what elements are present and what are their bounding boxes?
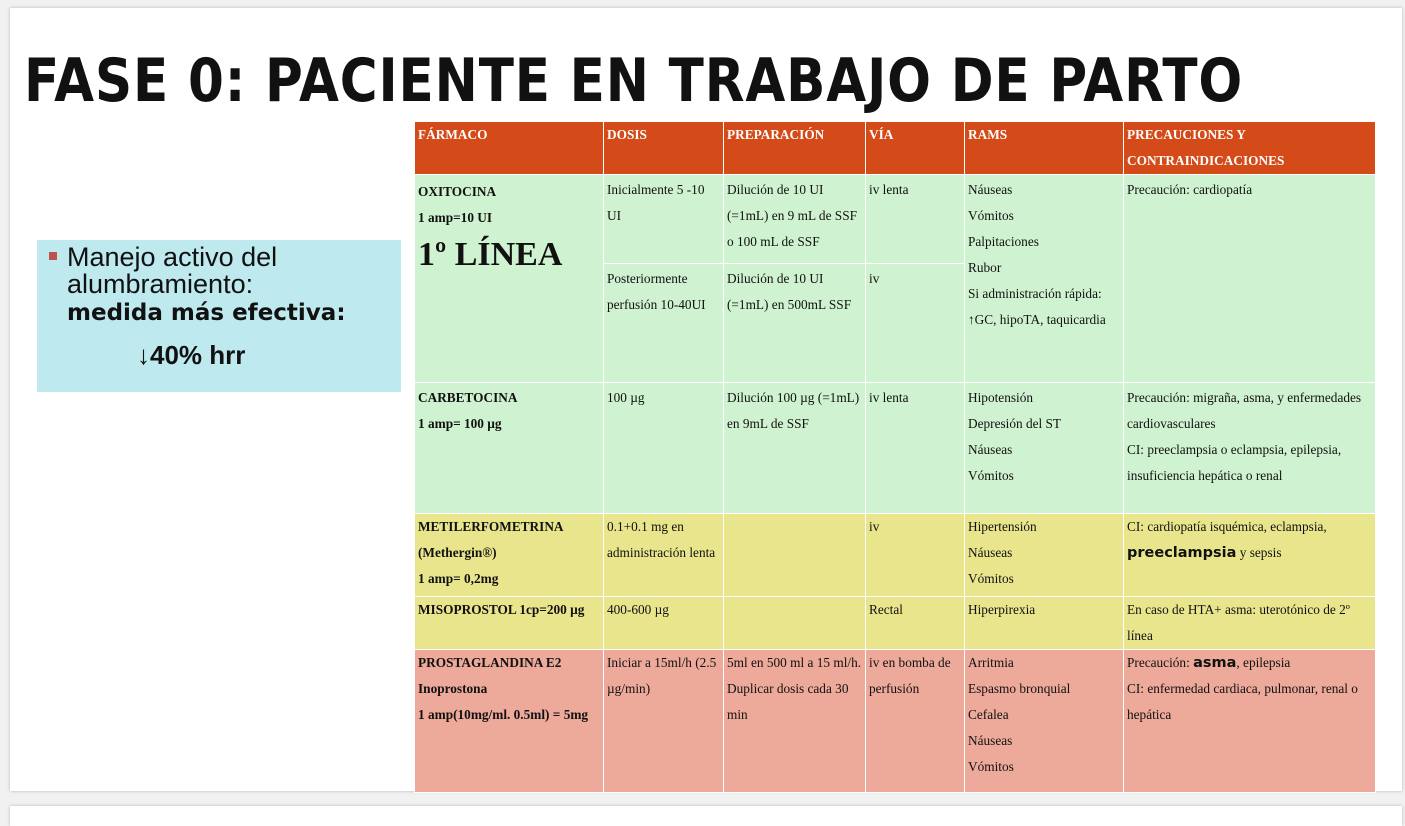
cell-rams [965, 175, 1124, 383]
precaution-text [1127, 650, 1372, 676]
ram-item: Vómitos [968, 759, 1014, 774]
cell-drug-metilerfometrina [415, 514, 604, 597]
cell-prep: Dilución 100 µg (=1mL) en 9mL de SSF [724, 383, 866, 514]
drug-brand: (Methergin®) [418, 545, 497, 560]
ram-item: Vómitos [968, 468, 1014, 483]
ram-item: Hipotensión [968, 390, 1034, 405]
summary-line-2: alumbramiento: [67, 269, 254, 299]
slide-title: FASE 0: PACIENTE EN TRABAJO DE PARTO [24, 46, 1244, 116]
ram-item: Náuseas [968, 545, 1013, 560]
table-row-misoprostol [415, 597, 1376, 650]
ram-item: Cefalea [968, 707, 1009, 722]
ram-item: Vómitos [968, 571, 1014, 586]
cell-dose: 0.1+0.1 mg en administración lenta [604, 514, 724, 597]
cell-prep [724, 597, 866, 650]
cell-prep [724, 514, 866, 597]
contraindication-text: CI: preeclampsia o eclampsia, epilepsia, insuficiencia hepática o renal [1127, 442, 1342, 483]
bullet-square-icon [49, 252, 57, 260]
cell-via: iv en bomba de perfusión [866, 650, 965, 793]
cell-rams [965, 383, 1124, 514]
header-precauciones: PRECAUCIONES Y CONTRAINDICACIONES [1124, 122, 1376, 175]
ram-item: Náuseas [968, 442, 1013, 457]
ram-item: Hipertensión [968, 519, 1037, 534]
precaution-part: CI: cardiopatía isquémica, eclampsia, [1127, 519, 1327, 534]
cell-rams [965, 650, 1124, 793]
contraindication-text: CI: enfermedad cardiaca, pulmonar, renal o hepática [1127, 681, 1358, 722]
table-header-row [415, 122, 1376, 175]
header-via: VÍA [866, 122, 965, 175]
cell-rams [965, 514, 1124, 597]
table-row-carbetocina [415, 383, 1376, 514]
cell-via: iv lenta [866, 383, 965, 514]
cell-dose: 400-600 µg [604, 597, 724, 650]
ram-item: Espasmo bronquial [968, 681, 1071, 696]
cell-dose: Iniciar a 15ml/h (2.5 µg/min) [604, 650, 724, 793]
cell-precautions: Precaución: cardiopatía [1124, 175, 1376, 383]
slide [10, 8, 1402, 791]
drug-subname: Inoprostona [418, 681, 488, 696]
cell-dose: Inicialmente 5 -10 UI [604, 175, 724, 264]
summary-line-1: Manejo activo del [67, 242, 278, 272]
header-farmaco: FÁRMACO [415, 122, 604, 175]
cell-precautions [1124, 514, 1376, 597]
ram-item: Náuseas [968, 733, 1013, 748]
drug-amp: 1 amp= 100 µg [418, 416, 502, 431]
ram-item: Depresión del ST [968, 416, 1062, 431]
cell-precautions [1124, 383, 1376, 514]
cell-via: iv [866, 514, 965, 597]
cell-drug-carbetocina [415, 383, 604, 514]
drug-name: CARBETOCINA [418, 390, 518, 405]
precaution-text: Precaución: migraña, asma, y enfermedades cardiovasculares [1127, 390, 1362, 431]
drug-name: PROSTAGLANDINA E2 [418, 655, 562, 670]
header-rams: RAMS [965, 122, 1124, 175]
precaution-part: , epilepsia [1236, 655, 1291, 670]
table-row-metilerfometrina [415, 514, 1376, 597]
ram-item: Rubor [968, 260, 1002, 275]
cell-drug-misoprostol: MISOPROSTOL 1cp=200 µg [415, 597, 604, 650]
cell-dose: Posteriormente perfusión 10-40UI [604, 264, 724, 383]
cell-prep: Dilución de 10 UI (=1mL) en 500mL SSF [724, 264, 866, 383]
precaution-part: Precaución: [1127, 655, 1194, 670]
ram-item: Arritmia [968, 655, 1014, 670]
table-row-prostaglandina [415, 650, 1376, 793]
ram-item: Vómitos [968, 208, 1014, 223]
drug-amp: 1 amp= 0,2mg [418, 571, 499, 586]
cell-prep: 5ml en 500 ml a 15 ml/h. Duplicar dosis cada 30 min [724, 650, 866, 793]
drug-amp: 1 amp(10mg/ml. 0.5ml) = 5mg [418, 707, 589, 722]
cell-prep: Dilución de 10 UI (=1mL) en 9 mL de SSF o 100 mL de SSF [724, 175, 866, 264]
cell-rams: Hiperpirexia [965, 597, 1124, 650]
drug-amp: 1 amp=10 UI [418, 210, 493, 225]
cell-precautions: En caso de HTA+ asma: uterotónico de 2º línea [1124, 597, 1376, 650]
cell-via: iv [866, 264, 965, 383]
summary-line-3: medida más efectiva: [67, 300, 346, 326]
ram-item: Náuseas [968, 182, 1013, 197]
drug-name: METILERFOMETRINA [418, 519, 564, 534]
ram-item: Palpitaciones [968, 234, 1039, 249]
cell-drug-oxitocina [415, 175, 604, 383]
precaution-emphasis: asma [1193, 655, 1237, 671]
header-preparacion: PREPARACIÓN [724, 122, 866, 175]
precaution-emphasis: preeclampsia [1127, 545, 1237, 561]
cell-via: iv lenta [866, 175, 965, 264]
table-row-oxitocina [415, 175, 1376, 264]
ram-item: Si administración rápida: ↑GC, hipoTA, taquicardia [968, 286, 1106, 327]
summary-line-4: ↓40% hrr [137, 340, 246, 370]
summary-box [37, 240, 401, 392]
next-slide-edge [10, 806, 1402, 826]
first-line-label: 1º LÍNEA [418, 236, 563, 273]
drug-name: OXITOCINA [418, 184, 497, 199]
cell-precautions [1124, 650, 1376, 793]
cell-drug-prostaglandina [415, 650, 604, 793]
cell-dose: 100 µg [604, 383, 724, 514]
cell-via: Rectal [866, 597, 965, 650]
header-dosis: DOSIS [604, 122, 724, 175]
drug-table [414, 121, 1376, 793]
precaution-part: y sepsis [1236, 545, 1282, 560]
